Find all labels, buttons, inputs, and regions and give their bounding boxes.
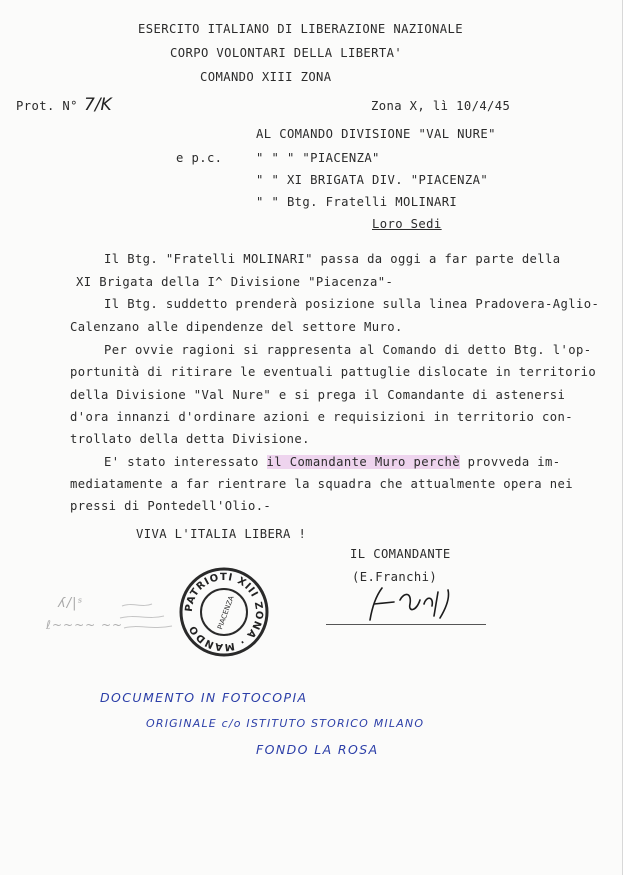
body-line: portunità di ritirare le eventuali pattuglie dislocate in territorio	[70, 365, 597, 379]
pencil-mark: ʎ/|ˢ	[58, 596, 84, 611]
body-text: E' stato interessato	[104, 455, 267, 469]
ep-label: e p.c.	[176, 151, 223, 165]
annotation-photocopy: DOCUMENTO IN FOTOCOPIA	[100, 690, 308, 705]
signature-name: (E.Franchi)	[352, 570, 438, 584]
handwritten-signature	[360, 582, 470, 627]
body-line: trollato della detta Divisione.	[70, 432, 310, 446]
header-line-3: COMANDO XIII ZONA	[200, 70, 332, 84]
body-line: Per ovvie ragioni si rappresenta al Comando di detto Btg. l'op-	[104, 343, 592, 357]
recipient-main: AL COMANDO DIVISIONE "VAL NURE"	[256, 127, 496, 141]
signature-line	[326, 624, 486, 625]
body-line: Il Btg. suddetto prenderà posizione sulla linea Pradovera-Aglio-	[104, 297, 600, 311]
body-text: provveda im-	[459, 455, 561, 469]
closing-line: VIVA L'ITALIA LIBERA !	[136, 527, 307, 541]
place-date: Zona X, lì 10/4/45	[371, 99, 511, 113]
signature-title: IL COMANDANTE	[350, 547, 451, 561]
body-line-highlighted	[104, 456, 561, 468]
prot-label: Prot. N°	[16, 99, 78, 113]
pencil-scribble: ℓ~~~~ ~~	[46, 618, 124, 632]
stamp-text: PATRIOTI XIII ZONA · MANDO	[183, 571, 265, 653]
header-line-1: ESERCITO ITALIANO DI LIBERAZIONE NAZIONALE	[138, 22, 463, 36]
body-line: Calenzano alle dipendenze del settore Muro.	[70, 320, 403, 334]
recipient-2: " " XI BRIGATA DIV. "PIACENZA"	[256, 173, 489, 187]
header-line-2: CORPO VOLONTARI DELLA LIBERTA'	[170, 46, 403, 60]
body-line: d'ora innanzi d'ordinare azioni e requisizioni in territorio con-	[70, 410, 573, 424]
prot-number-handwritten: 7/K	[84, 95, 112, 115]
annotation-fondo: FONDO LA ROSA	[256, 742, 379, 757]
recipient-1: " " " "PIACENZA"	[256, 151, 380, 165]
recipient-3: " " Btg. Fratelli MOLINARI	[256, 195, 458, 209]
body-line: pressi di Pontedell'Olio.-	[70, 499, 272, 513]
body-line: XI Brigata della I^ Divisione "Piacenza"-	[76, 275, 394, 289]
body-line: della Divisione "Val Nure" e si prega il Comandante di astenersi	[70, 388, 566, 402]
svg-text:PIACENZA: PIACENZA	[216, 594, 236, 631]
body-line: Il Btg. "Fratelli MOLINARI" passa da oggi a far parte della	[104, 252, 561, 266]
annotation-original: ORIGINALE c/o ISTITUTO STORICO MILANO	[146, 717, 425, 730]
recipient-4: Loro Sedi	[372, 217, 442, 231]
round-stamp	[178, 566, 270, 658]
body-line: mediatamente a far rientrare la squadra che attualmente opera nei	[70, 477, 573, 491]
pencil-scribble-lines	[118, 598, 178, 638]
highlighted-text: il Comandante Muro perchè	[266, 455, 460, 469]
